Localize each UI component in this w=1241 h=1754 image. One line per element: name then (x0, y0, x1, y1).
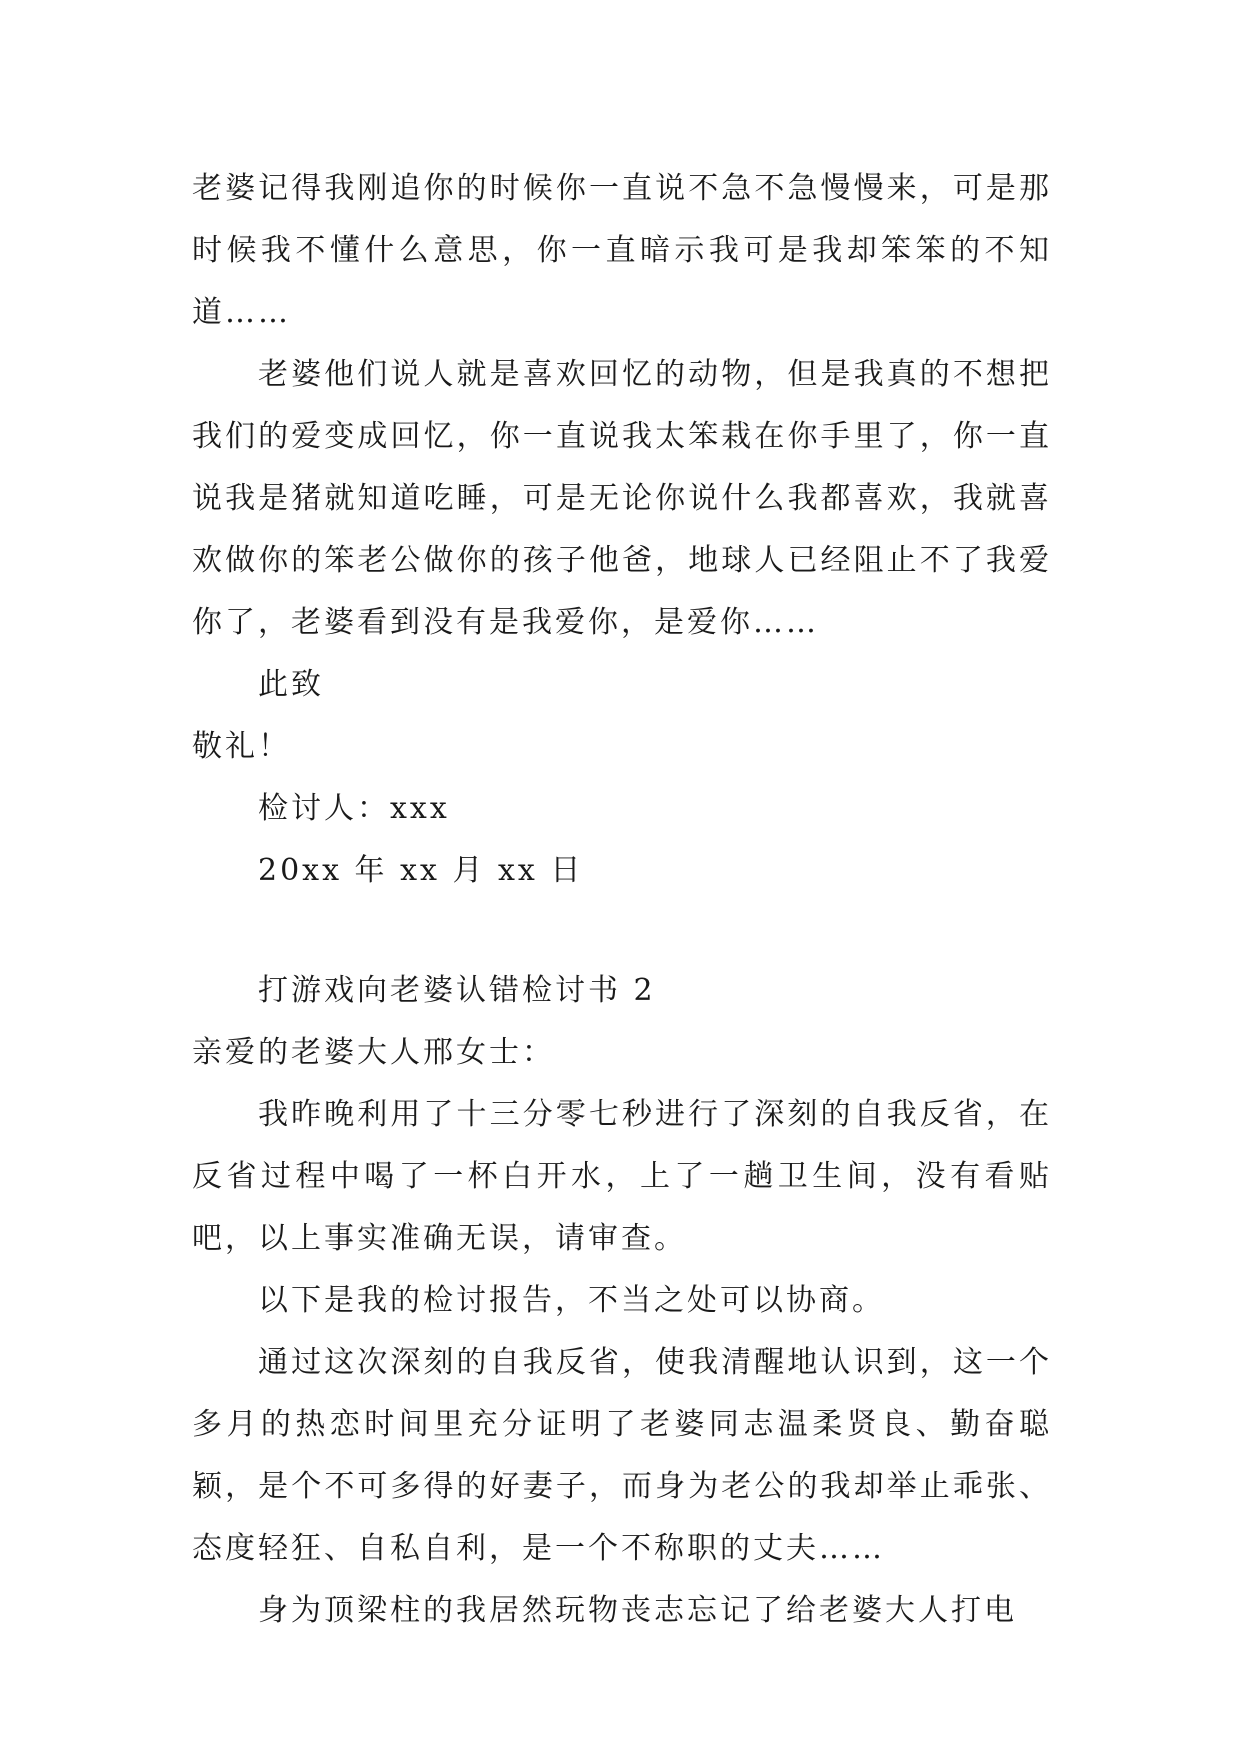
closing-jingli: 敬礼！ (192, 729, 291, 764)
date: 20xx 年 xx 月 xx 日 (258, 853, 584, 888)
signer: 检讨人：xxx (258, 791, 450, 826)
document-body (192, 158, 1052, 1642)
section2-salutation: 亲爱的老婆大人邢女士： (192, 1035, 555, 1070)
section2-title: 打游戏向老婆认错检讨书 2 (258, 973, 656, 1008)
section2-paragraph-1: 我昨晚利用了十三分零七秒进行了深刻的自我反省，在反省过程中喝了一杯白开水，上了一趟卫生间，没有看贴吧，以上事实准确无误，请审查。 (192, 1097, 1052, 1256)
paragraph-2: 老婆他们说人就是喜欢回忆的动物，但是我真的不想把我们的爱变成回忆，你一直说我太笨栽在你手里了，你一直说我是猪就知道吃睡，可是无论你说什么我都喜欢，我就喜欢做你的笨老公做你的孩子他爸，地球人已经阻止不了我爱你了，老婆看到没有是我爱你，是爱你…… (192, 357, 1052, 640)
section-gap (192, 902, 1052, 960)
section2-paragraph-4: 身为顶梁柱的我居然玩物丧志忘记了给老婆大人打电 (258, 1593, 1017, 1628)
section2-paragraph-3: 通过这次深刻的自我反省，使我清醒地认识到，这一个多月的热恋时间里充分证明了老婆同志温柔贤良、勤奋聪颖，是个不可多得的好妻子，而身为老公的我却举止乖张、态度轻狂、自私自利，是一个不称职的丈夫…… (192, 1345, 1052, 1566)
section2-paragraph-2: 以下是我的检讨报告，不当之处可以协商。 (258, 1283, 885, 1318)
paragraph-1: 老婆记得我刚追你的时候你一直说不急不急慢慢来，可是那时候我不懂什么意思，你一直暗示我可是我却笨笨的不知道…… (192, 171, 1052, 330)
closing-cizhi: 此致 (258, 667, 324, 702)
